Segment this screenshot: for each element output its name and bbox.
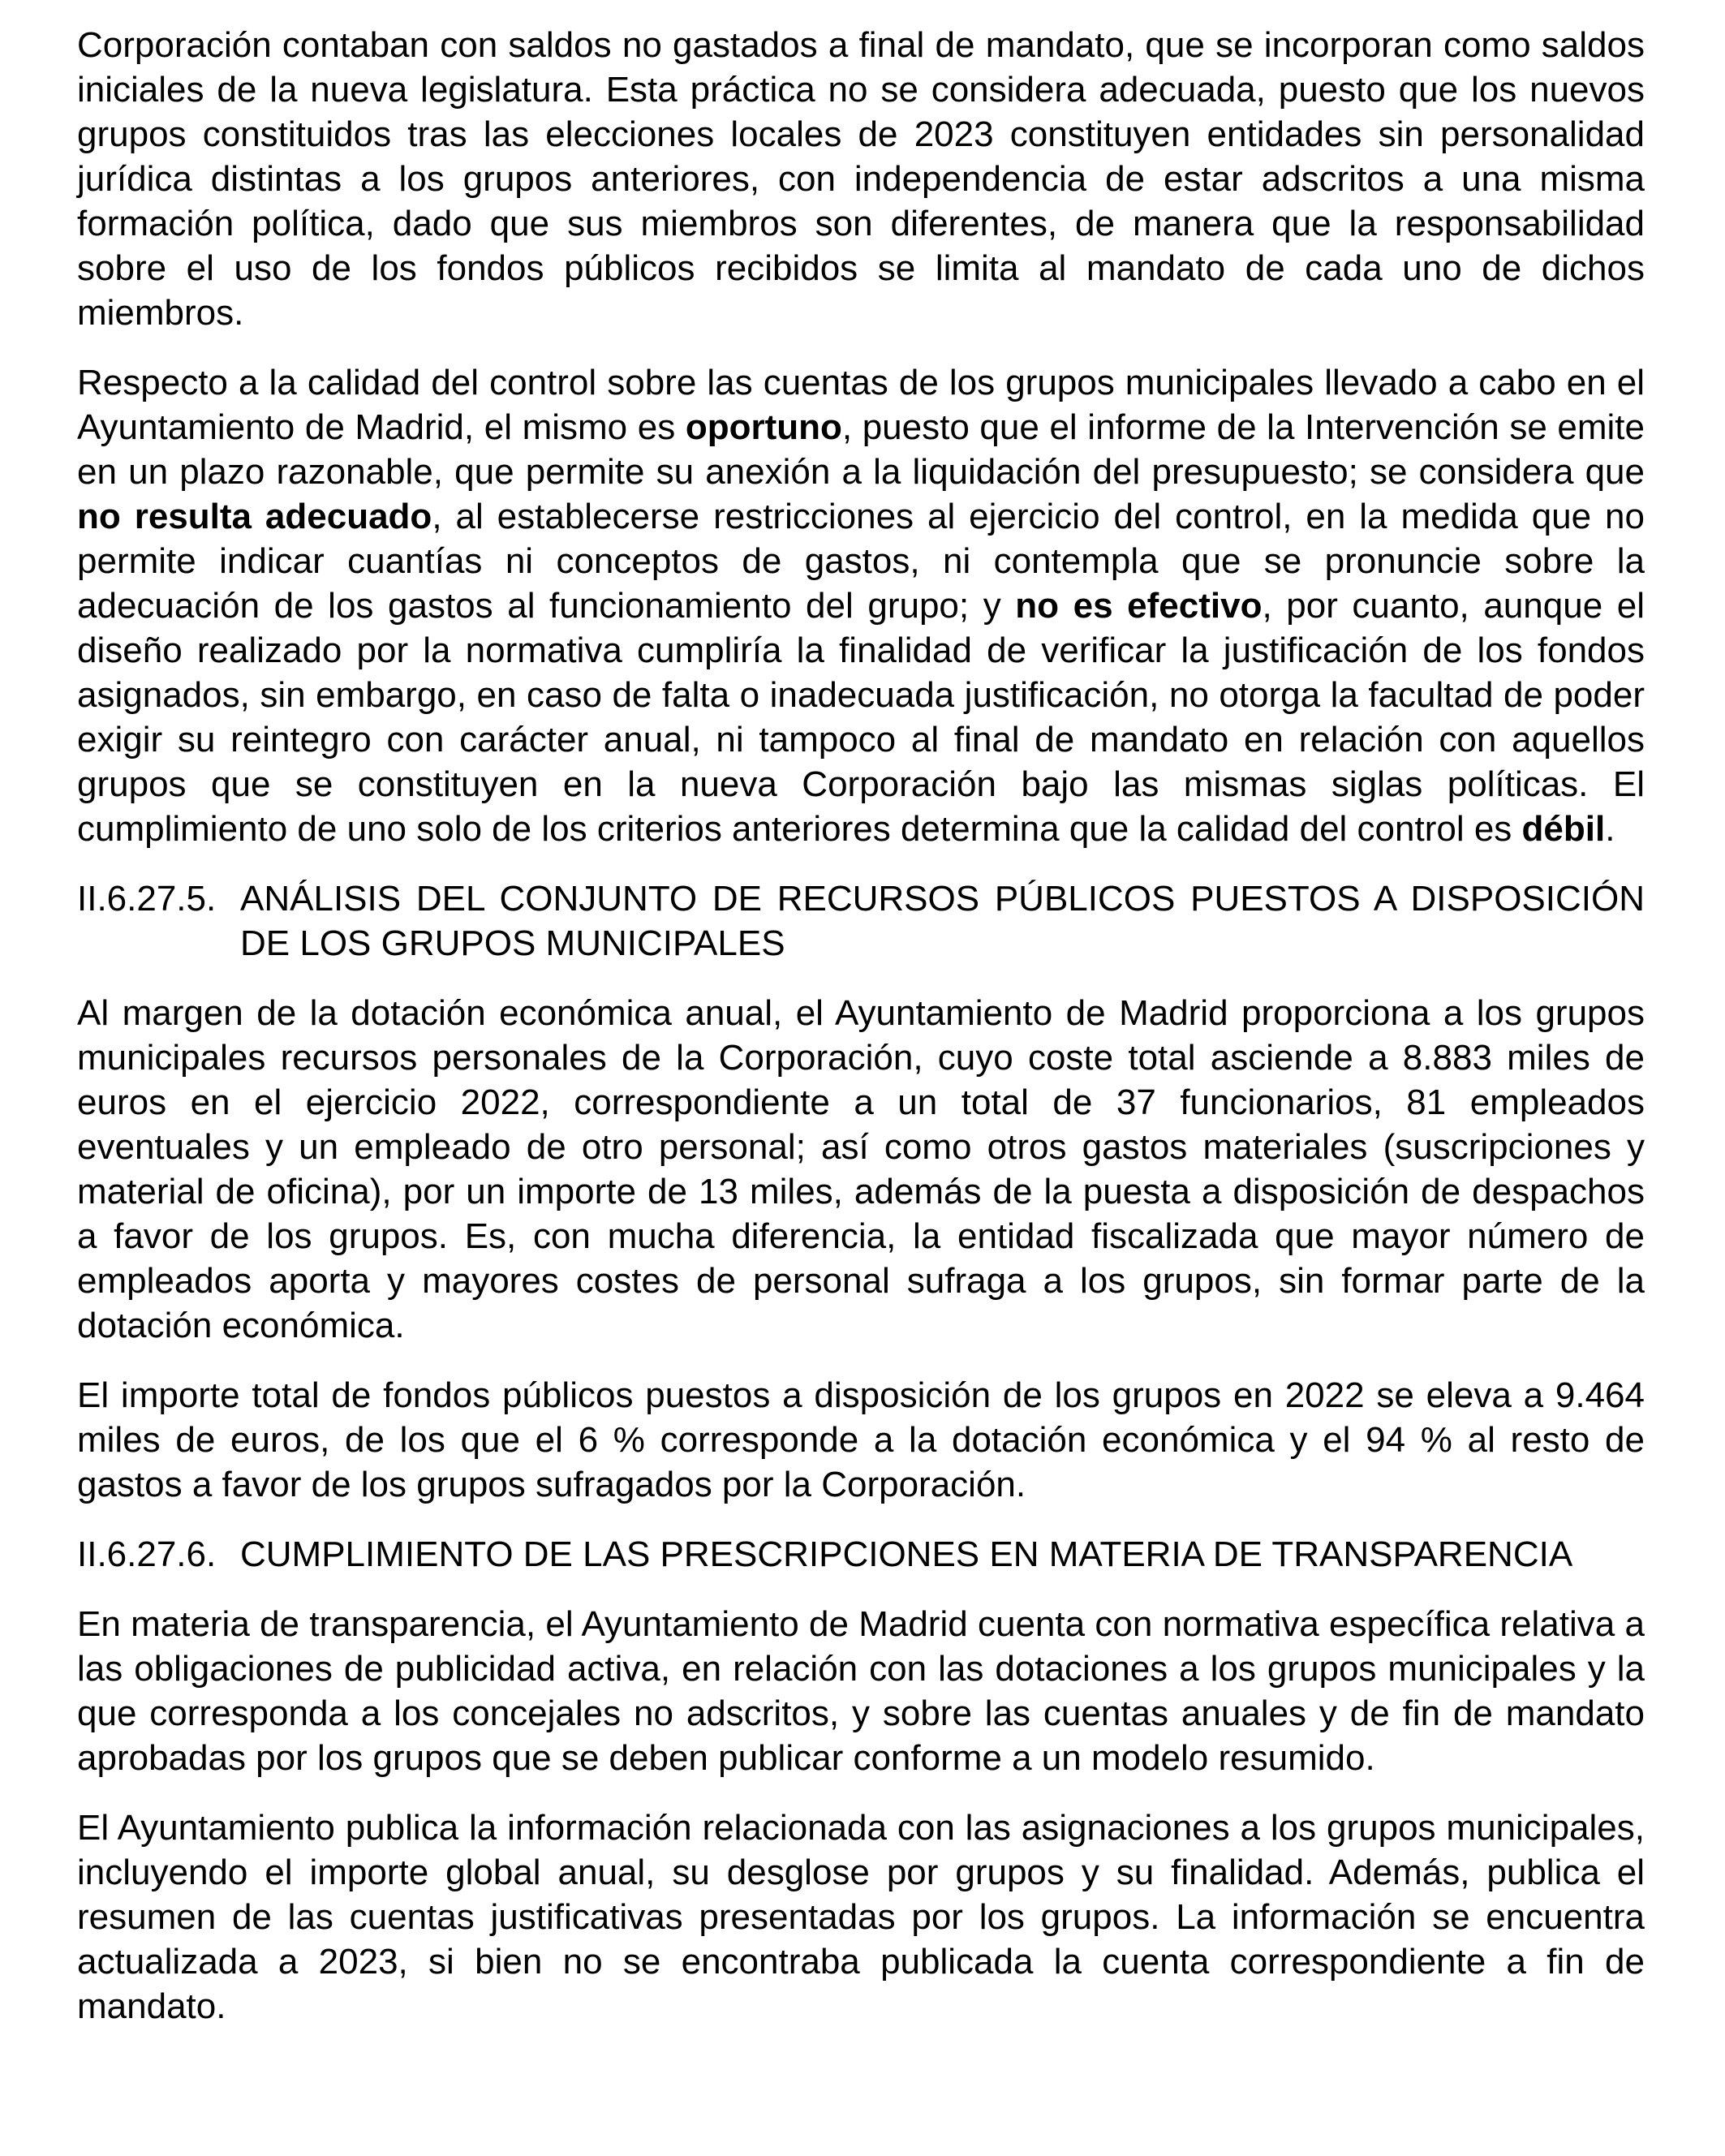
text-run: Al margen de la dotación económica anual, el Ayuntamiento de Madrid proporciona a los grupos municipales recursos personales de la Corporación, cuyo coste total asciende a 8.883 miles de euros en el ejercicio 2022, correspondiente a un total de 37 funcionarios, 81 empleados eventuales y un empleado de otro personal; así como otros gastos materiales (suscripciones y material de oficina), por un importe de 13 miles, además de la puesta a disposición de despachos a favor de los grupos. Es, con mucha diferencia, la entidad fiscalizada que mayor número de empleados aporta y mayores costes de personal sufraga a los grupos, sin formar parte de la dotación económica. (77, 993, 1645, 1345)
text-run: . (1605, 809, 1615, 849)
bold-run: oportuno (685, 407, 842, 447)
bold-run: débil (1521, 809, 1606, 849)
document-content (77, 23, 1645, 2029)
text-run: El Ayuntamiento publica la información relacionada con las asignaciones a los grupos municipales, incluyendo el importe global anual, su desglose por grupos y su finalidad. Además, publica el resumen de las cuentas justificativas presentadas por los grupos. La información se encuentra actualizada a 2023, si bien no se encontraba publicada la cuenta correspondiente a fin de mandato. (77, 1808, 1645, 2026)
text-run: , por cuanto, aunque el diseño realizado por la normativa cumpliría la finalidad de verificar la justificación de los fondos asignados, sin embargo, en caso de falta o inadecuada justificación, no otorga la facultad de poder exigir su reintegro con carácter anual, ni tampoco al final de mandato en relación con aquellos grupos que se constituyen en la nueva Corporación bajo las mismas siglas políticas. El cumplimiento de uno solo de los criterios anteriores determina que la calidad del control es (77, 586, 1645, 849)
section-heading (77, 876, 1645, 966)
paragraph (77, 1805, 1645, 2029)
text-run: El importe total de fondos públicos puestos a disposición de los grupos en 2022 se eleva a 9.464 miles de euros, de los que el 6 % corresponde a la dotación económica y el 94 % al resto de gastos a favor de los grupos sufragados por la Corporación. (77, 1375, 1645, 1504)
section-number: II.6.27.6. (77, 1534, 217, 1574)
bold-run: no resulta adecuado (77, 497, 432, 536)
text-run: Corporación contaban con saldos no gastados a final de mandato, que se incorporan como saldos iniciales de la nueva legislatura. Esta práctica no se considera adecuada, puesto que los nuevos grupos constituidos tras las elecciones locales de 2023 constituyen entidades sin personalidad jurídica distintas a los grupos anteriores, con independencia de estar adscritos a una misma formación política, dado que sus miembros son diferentes, de manera que la responsabilidad sobre el uso de los fondos públicos recibidos se limita al mandato de cada uno de dichos miembros. (77, 25, 1645, 333)
section-heading (77, 1532, 1645, 1577)
text-run: , puesto que el informe de la Intervención se emite en un plazo razonable, que permite su anexión a la liquidación del presupuesto; se considera que (77, 407, 1645, 492)
section-title: CUMPLIMIENTO DE LAS PRESCRIPCIONES EN MATERIA DE TRANSPARENCIA (240, 1534, 1573, 1574)
paragraph (77, 991, 1645, 1348)
section-title: ANÁLISIS DEL CONJUNTO DE RECURSOS PÚBLICOS PUESTOS A DISPOSICIÓN DE LOS GRUPOS MUNICIPALES (240, 879, 1645, 963)
paragraph (77, 23, 1645, 335)
paragraph (77, 1602, 1645, 1780)
text-run: , al establecerse restricciones al ejercicio del control, en la medida que no permite indicar cuantías ni conceptos de gastos, ni contempla que se pronuncie sobre la adecuación de los gastos al funcionamiento del grupo; y (77, 497, 1645, 626)
paragraph (77, 1373, 1645, 1507)
paragraph (77, 360, 1645, 851)
text-run: En materia de transparencia, el Ayuntamiento de Madrid cuenta con normativa específica relativa a las obligaciones de publicidad activa, en relación con las dotaciones a los grupos municipales y la que corresponda a los concejales no adscritos, y sobre las cuentas anuales y de fin de mandato aprobadas por los grupos que se deben publicar conforme a un modelo resumido. (77, 1604, 1645, 1778)
text-run: Respecto a la calidad del control sobre las cuentas de los grupos municipales llevado a cabo en el Ayuntamiento de Madrid, el mismo es (77, 363, 1645, 447)
section-number: II.6.27.5. (77, 879, 217, 919)
bold-run: no es efectivo (1015, 586, 1263, 626)
